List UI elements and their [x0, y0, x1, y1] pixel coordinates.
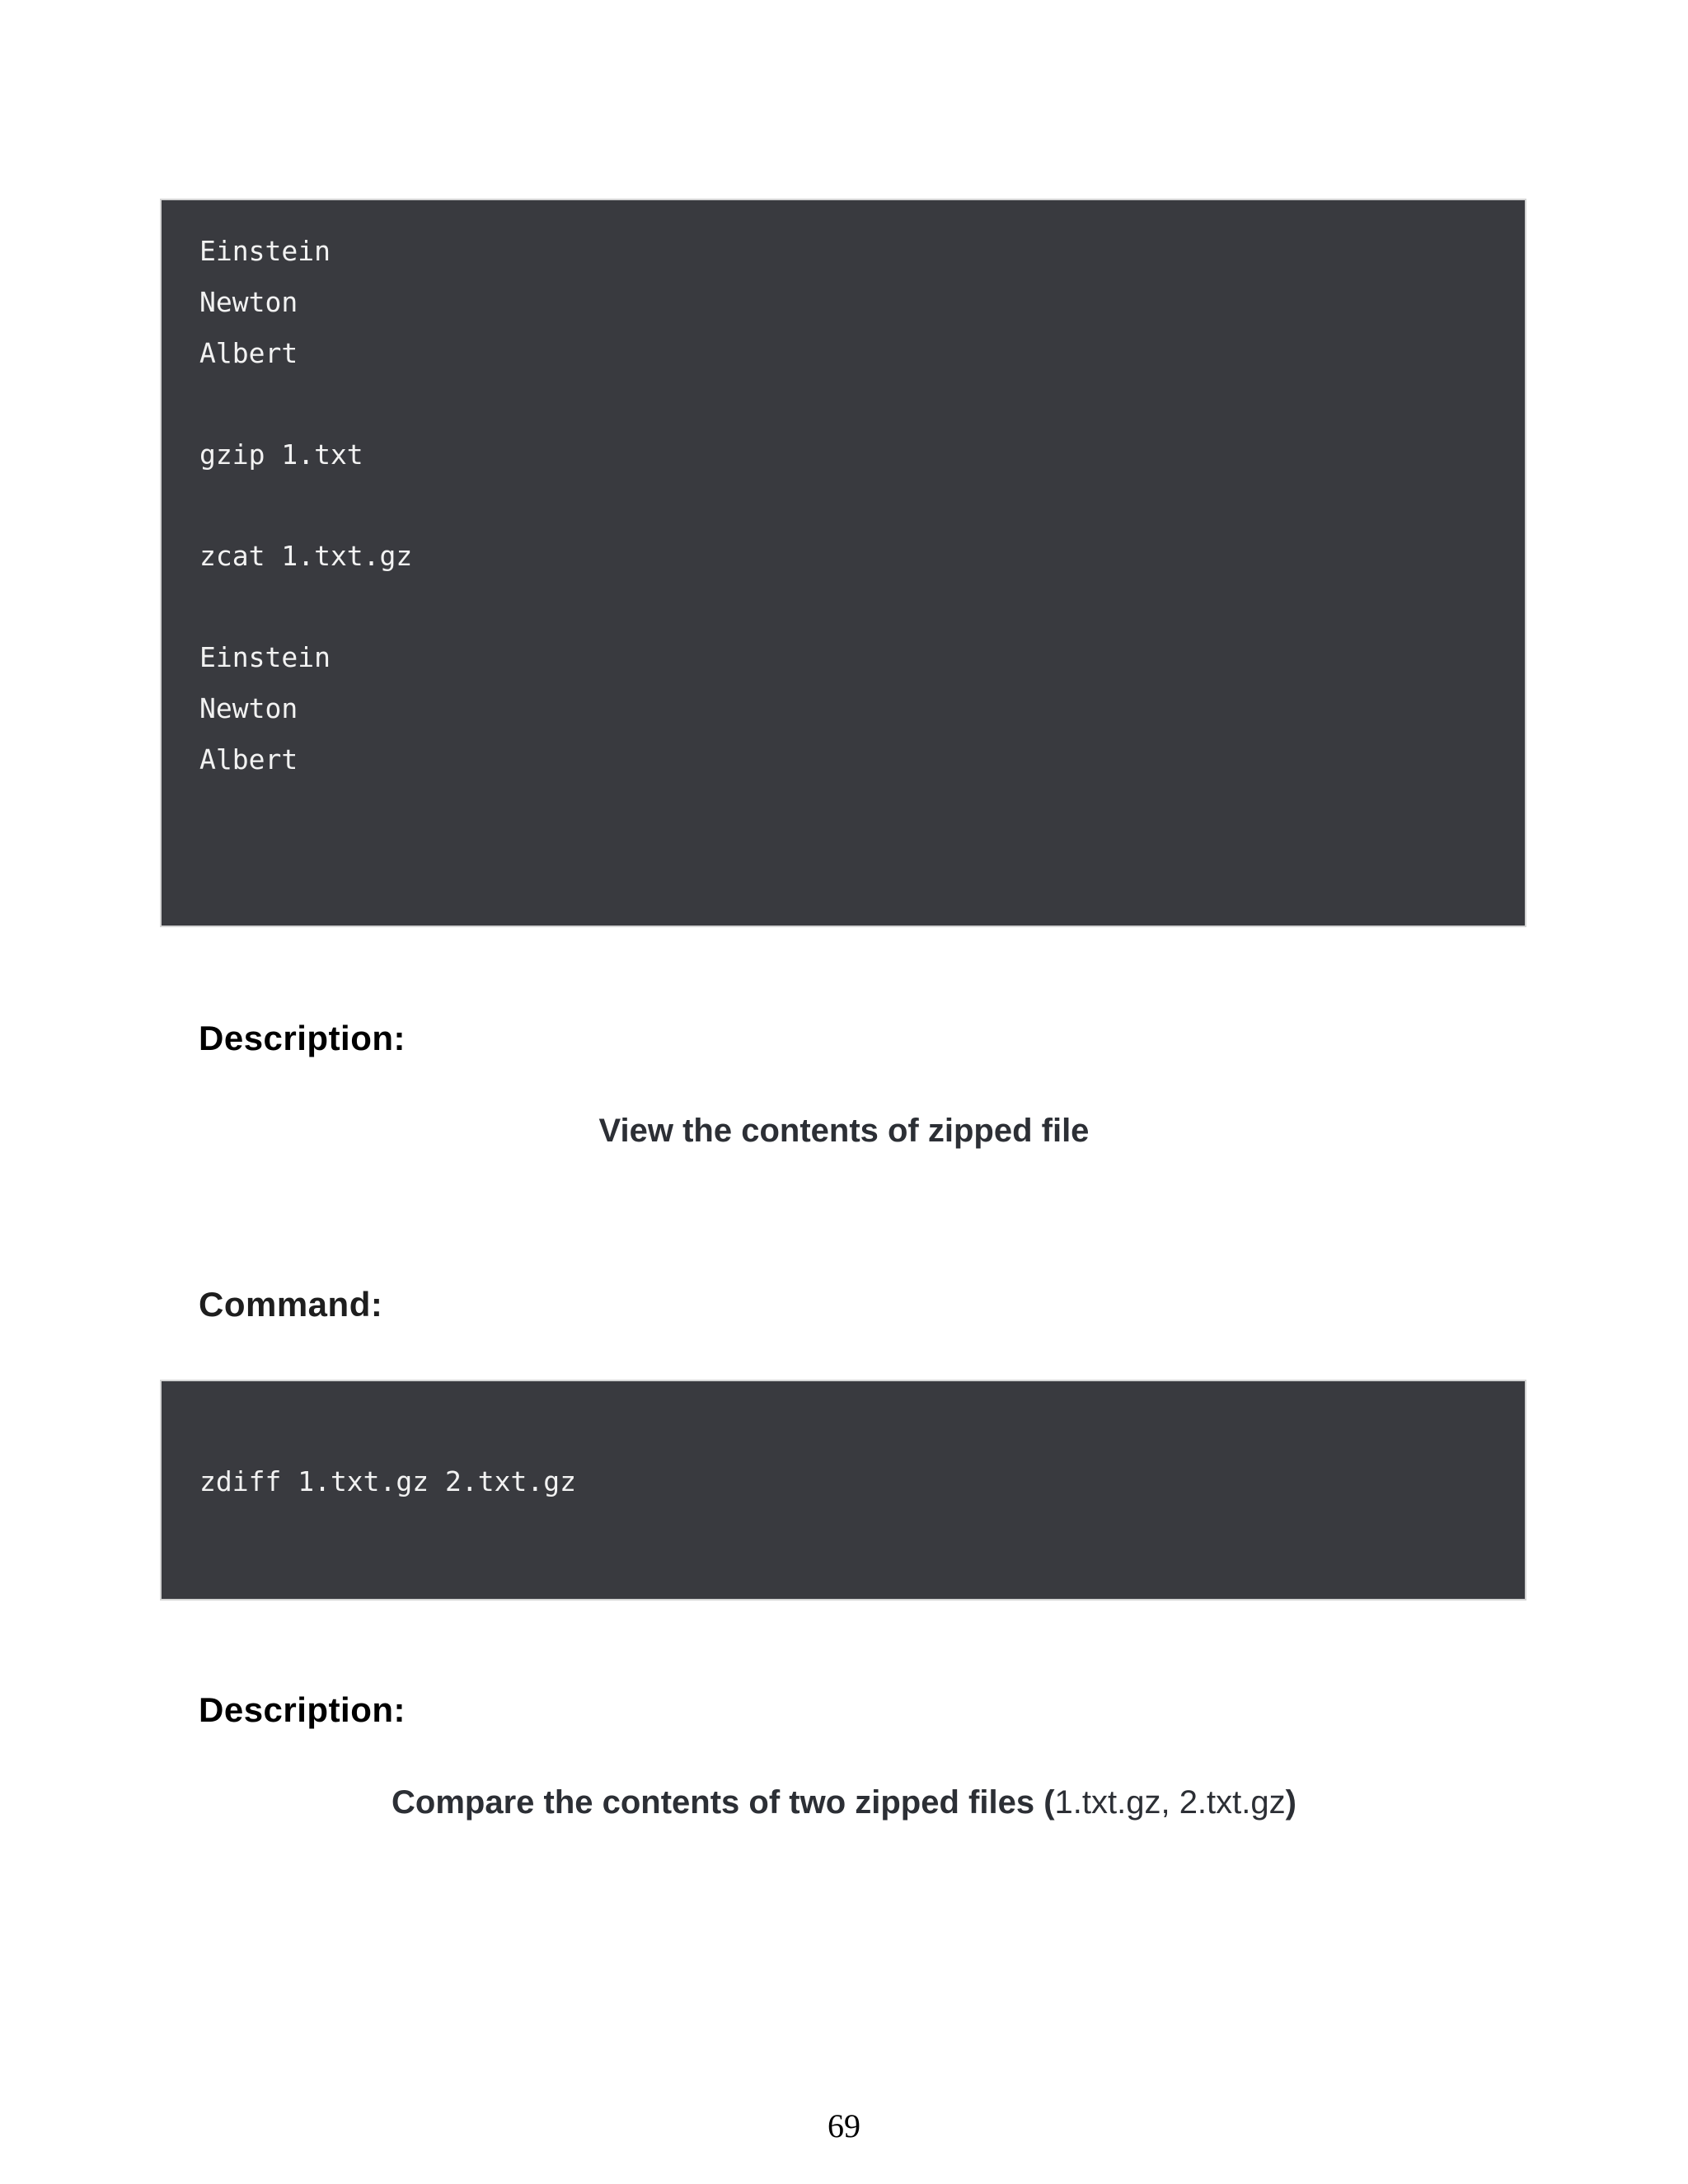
code-line: zcat 1.txt.gz	[199, 540, 413, 572]
description-text-bold: View the contents of zipped file	[598, 1113, 1090, 1149]
page-number: 69	[828, 2107, 860, 2144]
description-heading: Description:	[199, 1019, 406, 1057]
code-line: Newton	[199, 286, 298, 318]
code-block-output	[160, 199, 1526, 927]
description-text-bold-end: )	[1285, 1784, 1296, 1821]
description-text	[0, 1110, 1688, 1151]
command-heading: Command:	[199, 1285, 383, 1324]
code-block-command	[160, 1380, 1526, 1601]
code-line: Albert	[199, 743, 298, 776]
code-line: Newton	[199, 692, 298, 724]
code-line: zdiff 1.txt.gz 2.txt.gz	[199, 1465, 576, 1497]
code-line: Einstein	[199, 641, 331, 673]
code-line: Albert	[199, 337, 298, 369]
description-text-bold: Compare the contents of two zipped files (	[392, 1784, 1055, 1821]
code-line: Einstein	[199, 235, 331, 267]
description-text-filenames: 1.txt.gz, 2.txt.gz	[1054, 1784, 1286, 1821]
code-line: gzip 1.txt	[199, 438, 363, 471]
description-text	[0, 1782, 1688, 1823]
description-heading: Description:	[199, 1690, 406, 1729]
